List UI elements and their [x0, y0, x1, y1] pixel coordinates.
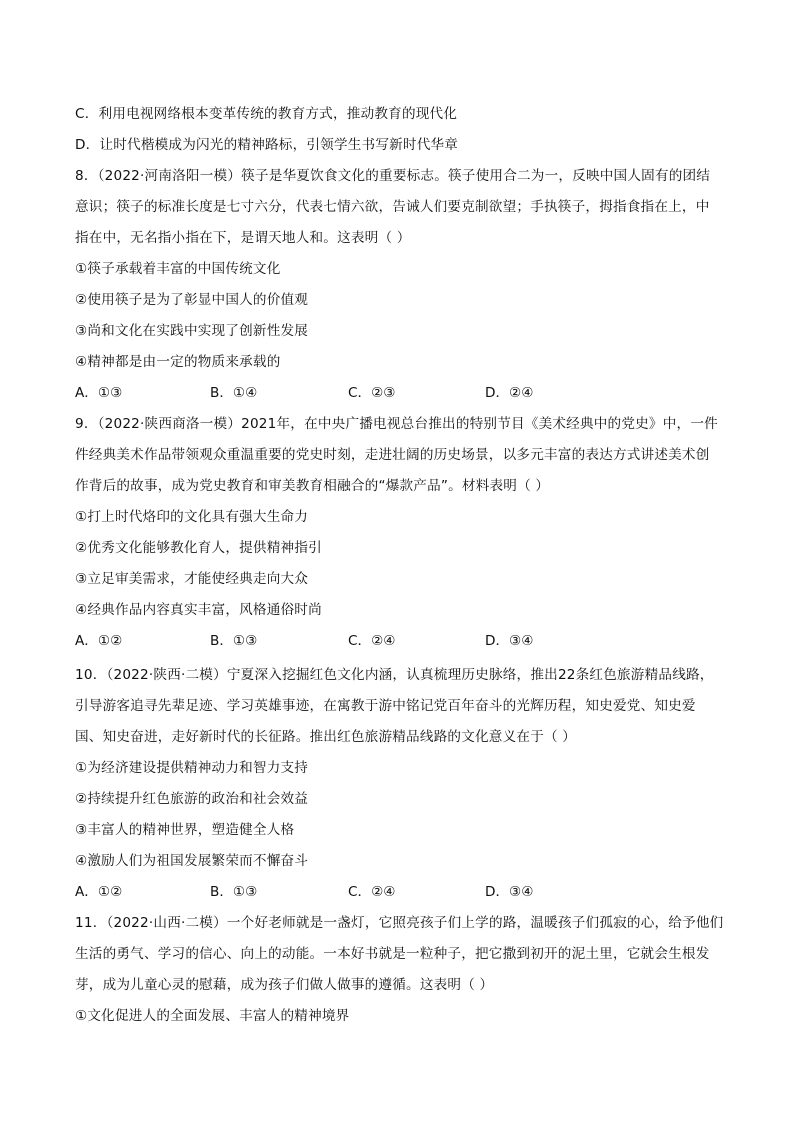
q9-item-3: ③立足审美需求，才能使经典走向大众	[75, 571, 309, 587]
q8-option-c: C．②③	[348, 385, 396, 401]
q8-option-d: D．②④	[485, 385, 534, 401]
q8-item-2: ②使用筷子是为了彰显中国人的价值观	[75, 292, 309, 308]
q10-item-4: ④激励人们为祖国发展繁荣而不懈奋斗	[75, 853, 309, 869]
q8-item-3: ③尚和文化在实践中实现了创新性发展	[75, 323, 309, 339]
q11-stem-line-3: 芽，成为儿童心灵的慰藉，成为孩子们做人做事的遵循。这表明（ ）	[75, 977, 494, 993]
q11-item-1: ①文化促进人的全面发展、丰富人的精神境界	[75, 1008, 350, 1024]
q9-stem-line-2: 件经典美术作品带领观众重温重要的党史时刻，走进壮阔的历史场景，以多元丰富的表达方式讲述美术创	[75, 447, 710, 463]
q9-option-c: C．②④	[348, 633, 396, 649]
option-c-line: C．利用电视网络根本变革传统的教育方式，推动教育的现代化	[75, 106, 458, 122]
q11-stem-line-1: 11．（2022·山西·二模）一个好老师就是一盏灯，它照亮孩子们上学的路，温暖孩子们孤寂的心，给予他们	[75, 915, 724, 931]
q9-stem-line-1: 9．（2022·陕西商洛一模）2021年，在中央广播电视总台推出的特别节目《美术经典中的党史》中，一件	[75, 416, 718, 432]
q8-stem-line-1: 8．（2022·河南洛阳一模）筷子是华夏饮食文化的重要标志。筷子使用合二为一，反映中国人固有的团结	[75, 168, 711, 184]
q9-option-a: A．①②	[75, 633, 123, 649]
q10-stem-line-1: 10．（2022·陕西·二模）宁夏深入挖掘红色文化内涵，认真梳理历史脉络，推出22条红色旅游精品线路，	[75, 667, 714, 683]
q9-stem-line-3: 作背后的故事，成为党史教育和审美教育相融合的“爆款产品”。材料表明（ ）	[75, 478, 550, 494]
q8-item-1: ①筷子承载着丰富的中国传统文化	[75, 261, 281, 277]
q10-option-b: B．①③	[210, 884, 258, 900]
q10-stem-line-2: 引导游客追寻先辈足迹、学习英雄事迹，在寓教于游中铭记党百年奋斗的光辉历程，知史爱党、知史爱	[75, 698, 696, 714]
q10-option-c: C．②④	[348, 884, 396, 900]
option-d-line: D．让时代楷模成为闪光的精神路标，引领学生书写新时代华章	[75, 137, 459, 153]
q8-item-4: ④精神都是由一定的物质来承载的	[75, 354, 281, 370]
q8-stem-line-3: 指在中，无名指小指在下，是谓天地人和。这表明（ ）	[75, 230, 411, 246]
q9-option-b: B．①③	[210, 633, 258, 649]
q10-item-2: ②持续提升红色旅游的政治和社会效益	[75, 791, 309, 807]
q10-item-3: ③丰富人的精神世界，塑造健全人格	[75, 822, 295, 838]
q10-option-a: A．①②	[75, 884, 123, 900]
q9-item-1: ①打上时代烙印的文化具有强大生命力	[75, 509, 309, 525]
q10-item-1: ①为经济建设提供精神动力和智力支持	[75, 760, 309, 776]
q8-stem-line-2: 意识；筷子的标准长度是七寸六分，代表七情六欲，告诫人们要克制欲望；手执筷子，拇指食指在上，中	[75, 199, 710, 215]
q9-item-4: ④经典作品内容真实丰富，风格通俗时尚	[75, 602, 322, 618]
q9-option-d: D．③④	[485, 633, 534, 649]
q10-option-d: D．③④	[485, 884, 534, 900]
q8-option-b: B．①④	[210, 385, 258, 401]
q10-stem-line-3: 国、知史奋进，走好新时代的长征路。推出红色旅游精品线路的文化意义在于（ ）	[75, 729, 577, 745]
q8-option-a: A．①③	[75, 385, 123, 401]
q11-stem-line-2: 生活的勇气、学习的信心、向上的动能。一本好书就是一粒种子，把它撒到初开的泥土里，它就会生根发	[75, 946, 710, 962]
q9-item-2: ②优秀文化能够教化育人，提供精神指引	[75, 540, 322, 556]
